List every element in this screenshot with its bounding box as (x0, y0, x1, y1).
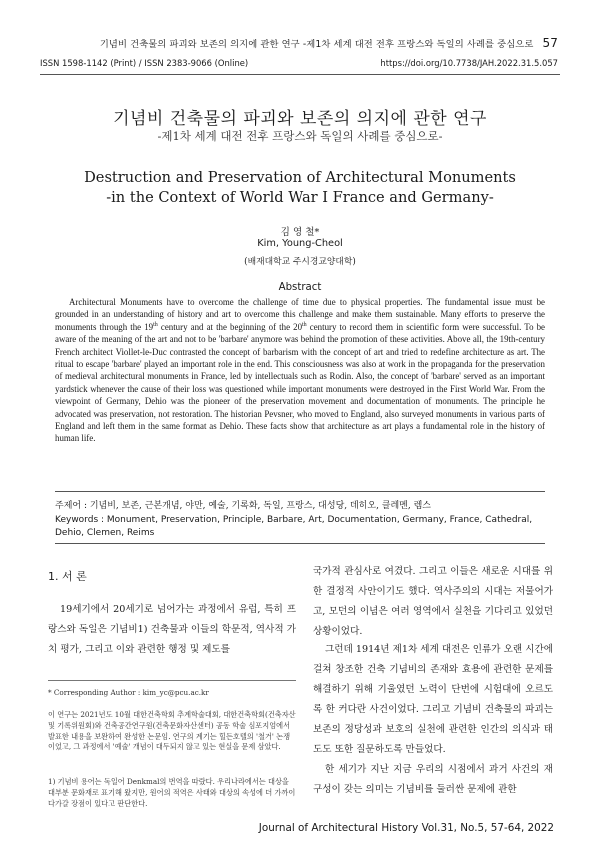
korean-subtitle: -제1차 세계 대전 전후 프랑스와 독일의 사례를 중심으로- (157, 129, 443, 143)
abstract-part3: century to record them in scientific form were successful. To be aware of the meaning of the art and not to be 'barbare' anymore was behind the promotion of these activities. Above all, the 19th-century French architect Viollet-le-Duc contrasted the concept of barbarism with the concept of art and tried to redefine architecture as art. The ritual to escape 'barbare' played an important role in the end. This consciousness was also at work in the propaganda for the preservation of medieval architectural monuments in France, led by intellectuals such as Rodin. Also, the concept of 'barbare' served as an important yardstick whenever the cause of their loss was questioned while important monuments were destroyed in the First World War. From the viewpoint of Germany, Dehio was the pioneer of the preservation movement and documentation of monuments. The principle he advocated was preservation, not restoration. The historian Pevsner, who moved to England, also surveyed monuments in various parts of England and left them in the same format as Dehio. These facts show that architecture as art plays a fundamental role in the history of human life. (55, 321, 545, 444)
korean-title: 기념비 건축물의 파괴와 보존의 의지에 관한 연구 (113, 109, 487, 129)
intro-paragraph-left: 19세기에서 20세기로 넘어가는 과정에서 유럽, 특히 프랑스와 독일은 기념비1) 건축물과 이들의 학문적, 역사적 가치 평가, 그리고 이와 관련한 행정 및 제도를 (48, 604, 296, 655)
doi-link[interactable]: https://doi.org/10.7738/JAH.2022.31.5.057 (380, 58, 558, 68)
keywords-top-divider (55, 491, 545, 492)
keywords-bottom-divider (55, 543, 545, 544)
author-korean: 김 영 철* (280, 227, 320, 238)
page-number: 57 (542, 36, 558, 50)
footnote-corresponding-author: * Corresponding Author : kim_yc@pcu.ac.kr (48, 688, 209, 697)
english-title (40, 168, 560, 208)
running-header (40, 36, 558, 50)
abstract-sup2: th (302, 321, 307, 328)
section-heading: 1. 서 론 (48, 570, 87, 583)
abstract-part2: century and at the beginning of the 20 (157, 321, 303, 332)
abstract-body (55, 296, 545, 445)
footnote-divider (48, 680, 296, 681)
abstract-sup1: th (153, 321, 158, 328)
author-affiliation: (배재대학교 주시경교양대학) (244, 257, 356, 267)
english-title-line1: Destruction and Preservation of Architectural Monuments (84, 169, 516, 186)
journal-footer: Journal of Architectural History Vol.31, No.5, 57-64, 2022 (258, 822, 554, 834)
abstract-part1: Architectural Monuments have to overcome the challenge of time due to physical properties. The fundamental issue must be grounded in an understanding of history and art to overcome this challenge and make them sustainable. Many efforts to preserve the monuments through the 19 (55, 297, 545, 332)
header-divider (40, 74, 560, 75)
english-title-line2: -in the Context of World War I France and Germany- (106, 189, 494, 206)
author-english: Kim, Young-Cheol (257, 238, 343, 249)
keywords-korean: 주제어 : 기념비, 보존, 근본개념, 야만, 예술, 기록화, 독일, 프랑스, 대성당, 데히오, 클레멘, 렘스 (55, 501, 431, 511)
abstract-heading: Abstract (278, 282, 322, 293)
issn-line: ISSN 1598-1142 (Print) / ISSN 2383-9066 (Online) (40, 58, 249, 68)
running-title: 기념비 건축물의 파괴와 보존의 의지에 관한 연구 -제1차 세계 대전 전후 프랑스와 독일의 사례를 중심으로 (99, 39, 534, 50)
intro-paragraph-right-2: 그런데 1914년 제1차 세계 대전은 인류가 오랜 시간에 걸쳐 창조한 건축 기념비의 존재와 효용에 관련한 문제를 해결하기 위해 기울였던 노력이 단번에 시험대에 오르도록 한 커다란 사건이었다. 그리고 기념비 건축물의 파괴는 보존의 정당성과 보호의 실천에 관련한 인간의 의식과 태도도 또한 질문하도록 만들었다. (313, 644, 553, 755)
footnote-acknowledgement: 이 연구는 2021년도 10월 대한건축학회 추계학술대회, 대한건축학회(건축자산 및 기록위원회)와 건축공간연구원(건축문화자산센터) 공동 학술 심포지엄에서 발표한 내용을 보완하여 완성한 논문임. 연구의 계기는 힐든호텔의 '철거' 논쟁이었고, 그 과정에서 '예술' 개념이 대두되지 않고 있는 현실을 문제 삼았다. (48, 710, 296, 752)
footnote-1: 1) 기념비 용어는 독일어 Denkmal의 번역을 따랐다. 우리나라에서는 대상을 대부분 문화재로 표기해 왔지만, 원어의 적역은 사태와 대상의 속성에 더 가까이 다가갈 장점이 있다고 판단한다. (48, 777, 296, 808)
intro-paragraph-right-3: 한 세기가 지난 지금 우리의 시점에서 과거 사건의 재구성이 갖는 의미는 기념비를 둘러싼 문제에 관한 (313, 764, 553, 795)
keywords-english: Keywords : Monument, Preservation, Principle, Barbare, Art, Documentation, Germany, France, Cathedral, Dehio, Clemen, Reims (55, 515, 533, 538)
intro-paragraph-right-1: 국가적 관심사로 여겼다. 그리고 이들은 새로운 시대를 위한 결정적 사안이기도 했다. 역사주의의 시대는 저물어가고, 모던의 이념은 여러 영역에서 실천을 기다리고 있었던 상황이었다. (313, 566, 553, 637)
